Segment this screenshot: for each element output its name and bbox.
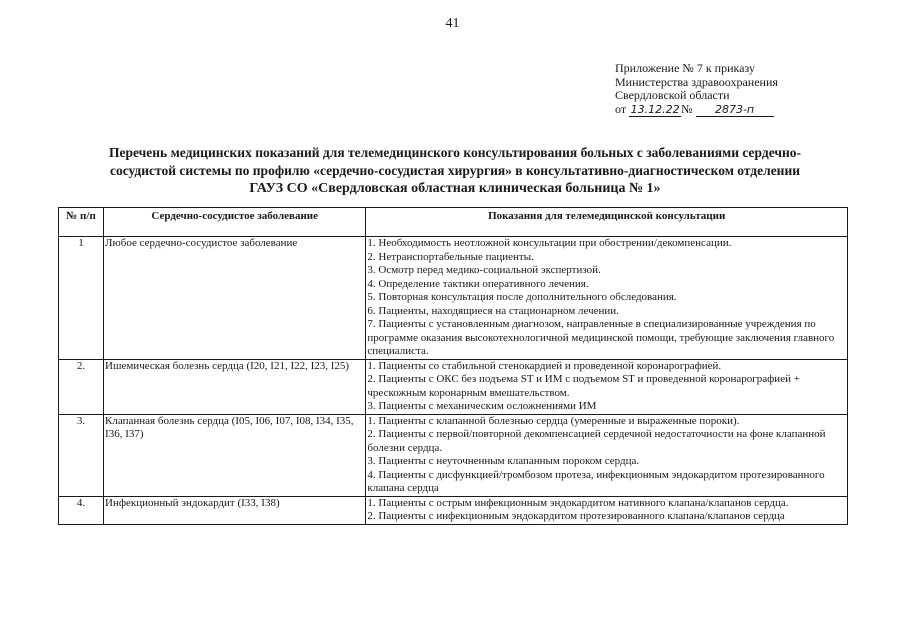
indication-item: 3. Осмотр перед медико-социальной экспертизой. [367,264,601,276]
row-indications [366,414,848,496]
indication-item: 1. Необходимость неотложной консультации при обострении/декомпенсации. [367,237,732,249]
appendix-block [615,62,875,117]
indication-item: 3. Пациенты с неуточненным клапанным пороком сердца. [367,455,640,467]
date-field [629,103,681,118]
row-indications [366,237,848,360]
row-indications [366,359,848,414]
row-disease: Инфекционный эндокардит (I33, I38) [104,496,366,524]
row-disease: Ишемическая болезнь сердца (I20, I21, I22, I23, I25) [104,359,366,414]
title-line-1: Перечень медицинских показаний для телемедицинского консультирования больных с заболеваниями сердечно- [109,145,801,160]
indication-item: 2. Пациенты с инфекционным эндокардитом протезированного клапана/клапанов сердца [367,510,785,522]
appendix-line-1: Приложение № 7 к приказу [615,61,755,75]
indication-item: 7. Пациенты с установленным диагнозом, направленные в специализированные учреждения по программе оказания высокотехнологичной медицинской помощи, требующие заключения главного специалиста. [367,318,835,357]
indications-table [58,207,848,525]
page-number: 41 [445,16,460,31]
header-disease: Сердечно-сосудистое заболевание [104,208,366,237]
table-row [59,414,848,496]
indication-item: 6. Пациенты, находящиеся на стационарном лечении. [367,304,619,317]
indication-item: 1. Пациенты с клапанной болезнью сердца (умеренные и выраженные пороки). [367,414,740,427]
table-header-row [59,208,848,237]
number-handwritten: 2873-п [714,102,755,116]
table-row [59,237,848,360]
document-title [60,144,850,198]
title-line-2: сосудистой системы по профилю «сердечно-сосудистая хирургия» в консультативно-диагностическом отделении [109,163,801,178]
appendix-line-2: Министерства здравоохранения [615,74,778,89]
indication-item: 2. Пациенты с ОКС без подъема ST и ИМ с подъемом ST и проведенной коронарографией + чрескожным коронарным вмешательством. [367,373,800,399]
row-num: 4. [59,496,104,524]
header-indications: Показания для телемедицинской консультации [366,208,848,237]
table-row [59,496,848,524]
no-prefix: № [681,101,693,116]
number-field [696,103,774,118]
row-disease: Клапанная болезнь сердца (I05, I06, I07, I08, I34, I35, I36, I37) [104,414,366,496]
indication-item: 2. Пациенты с первой/повторной декомпенсацией сердечной недостаточности на фоне клапанной болезни сердца. [367,428,826,454]
row-num: 3. [59,414,104,496]
indication-item: 5. Повторная консультация после дополнительного обследования. [367,291,677,303]
row-disease: Любое сердечно-сосудистое заболевание [104,237,366,360]
row-num: 2. [59,359,104,414]
table-row [59,359,848,414]
header-num: № п/п [59,208,104,237]
date-handwritten: 13.12.22 [630,102,680,116]
indication-item: 1. Пациенты с острым инфекционным эндокардитом нативного клапана/клапанов сердца. [367,496,789,509]
title-line-3: ГАУЗ СО «Свердловская областная клиническая больница № 1» [249,181,661,196]
appendix-line-3: Свердловской области [615,88,730,102]
from-prefix: от [615,101,627,116]
indication-item: 4. Пациенты с дисфункцией/тромбозом протеза, инфекционным эндокардитом протезированного клапана сердца [367,468,825,494]
row-indications [366,496,848,524]
row-num: 1 [59,237,104,360]
appendix-date-line [615,103,875,118]
indication-item: 2. Нетранспортабельные пациенты. [367,250,534,263]
indication-item: 3. Пациенты с механическим осложнениями ИМ [367,400,597,412]
indication-item: 1. Пациенты со стабильной стенокардией и проведенной коронарографией. [367,359,722,372]
indication-item: 4. Определение тактики оперативного лечения. [367,277,589,290]
